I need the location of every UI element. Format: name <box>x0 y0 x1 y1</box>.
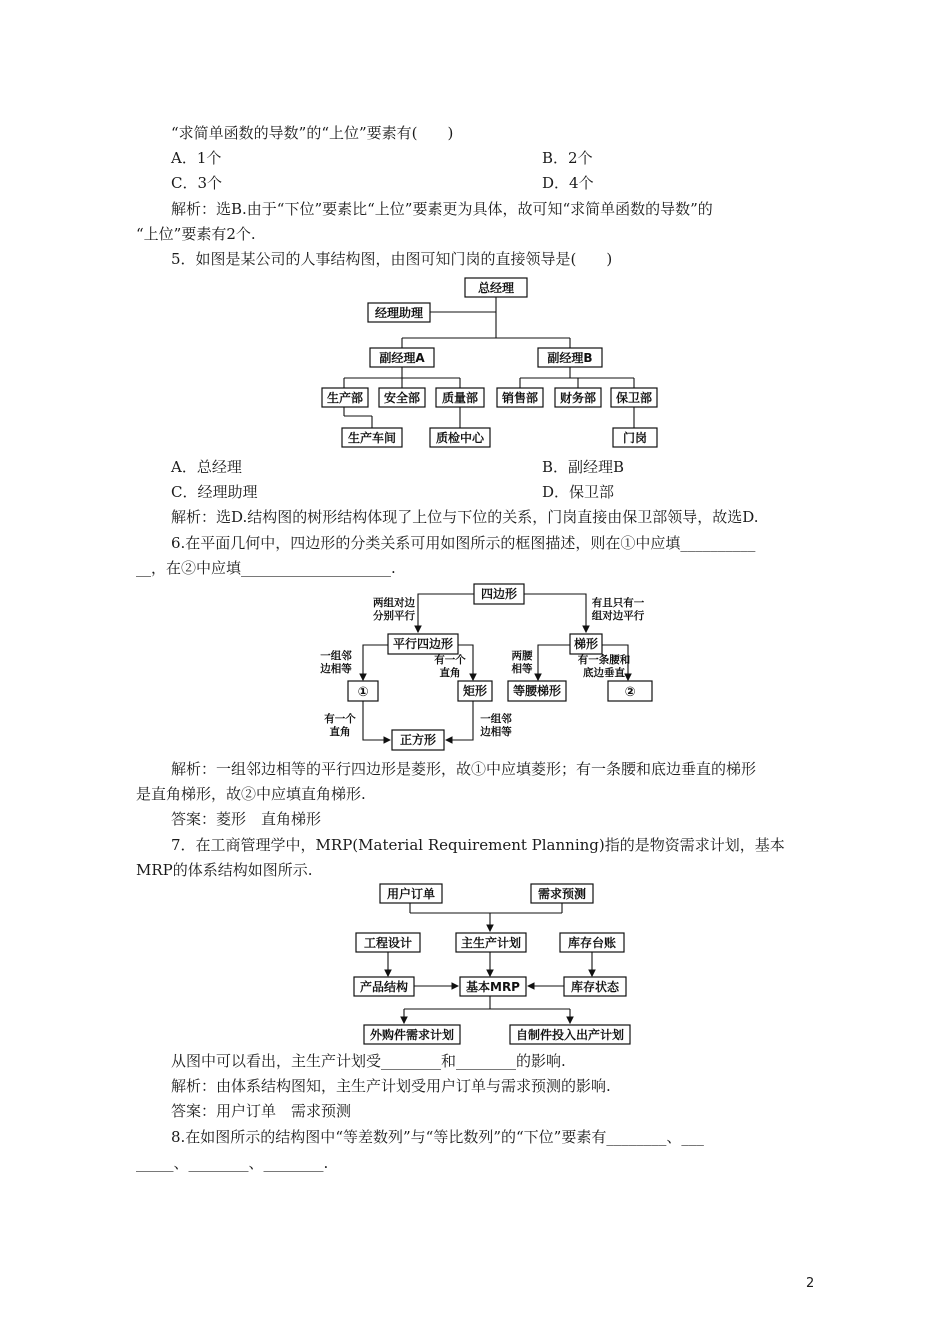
mrp-box-status <box>564 977 626 996</box>
org-sub-label: 生产车间 <box>347 431 397 445</box>
mrp-status-label: 库存状态 <box>570 980 620 994</box>
q4-option-c: C．3个 <box>171 174 223 192</box>
org-box-dept-6 <box>611 388 657 407</box>
blank-1-box <box>348 681 378 701</box>
edge-label: 直角 <box>439 667 461 679</box>
edge-label: 有一条腰和 <box>577 654 631 666</box>
square-box <box>392 730 444 750</box>
square-label: 正方形 <box>399 733 437 747</box>
org-dept-label: 保卫部 <box>615 391 653 405</box>
q8-stem-line1: 8.在如图所示的结构图中“等差数列”与“等比数列”的“下位”要素有________、___ <box>171 1128 704 1146</box>
edge-label: 有且只有一 <box>591 597 645 609</box>
mrp-box-order <box>380 884 442 903</box>
q5-option-a: A．总经理 <box>171 458 242 476</box>
org-deputy-b-label: 副经理B <box>547 351 593 365</box>
q7-stem-line1: 7．在工商管理学中，MRP(Material Requirement Planning)指的是物资需求计划，基本 <box>171 836 785 854</box>
mrp-product-label: 产品结构 <box>359 980 409 994</box>
mrp-purchase-label: 外购件需求计划 <box>369 1028 455 1042</box>
q6-stem-line1: 6.在平面几何中，四边形的分类关系可用如图所示的框图描述，则在①中应填__________ <box>171 534 756 552</box>
q4-option-a: A．1个 <box>171 149 222 167</box>
page-number: 2 <box>806 1276 815 1291</box>
org-deputy-a-label: 副经理A <box>379 351 425 365</box>
quad-box <box>474 584 524 604</box>
q5-option-d: D．保卫部 <box>542 483 615 501</box>
edge-label: 边相等 <box>480 726 512 738</box>
q5-option-b: B．副经理B <box>542 458 625 476</box>
q7-answer: 答案：用户订单 需求预测 <box>171 1102 352 1120</box>
q6-answer: 答案：菱形 直角梯形 <box>171 810 322 828</box>
trap-box <box>570 634 602 654</box>
org-box-dept-1 <box>322 388 368 407</box>
rect-box <box>458 681 492 701</box>
q6-analysis-line1: 解析：一组邻边相等的平行四边形是菱形，故①中应填菱形；有一条腰和底边垂直的梯形 <box>171 760 757 778</box>
org-assistant-label: 经理助理 <box>374 306 424 320</box>
edge-label: 有一个 <box>324 713 356 725</box>
mrp-box-product <box>354 977 414 996</box>
mrp-box-eng <box>356 933 420 952</box>
edge-label: 底边垂直 <box>583 667 625 679</box>
edge-label: 分别平行 <box>373 610 415 622</box>
q8-stem-line2: _____、________、________. <box>136 1154 329 1172</box>
q7-stem-line2: MRP的体系结构如图所示. <box>136 861 313 879</box>
mrp-self-label: 自制件投入出产计划 <box>515 1028 625 1042</box>
org-box-sub-3 <box>613 428 657 447</box>
org-sub-label: 门岗 <box>622 431 648 445</box>
mrp-box-basic <box>460 977 526 996</box>
edge-label: 两组对边 <box>373 597 415 609</box>
mrp-box-ledger <box>560 933 624 952</box>
mrp-eng-label: 工程设计 <box>363 936 413 950</box>
q6-quadrilateral-diagram <box>318 580 678 755</box>
mrp-forecast-label: 需求预测 <box>537 887 587 901</box>
mrp-master-label: 主生产计划 <box>460 936 522 950</box>
org-dept-label: 安全部 <box>383 391 421 405</box>
q4-stem: “求简单函数的导数”的“上位”要素有( ) <box>171 124 454 142</box>
mrp-box-purchase <box>364 1025 460 1044</box>
org-box-dept-3 <box>436 388 484 407</box>
q6-analysis-line2: 是直角梯形，故②中应填直角梯形. <box>136 785 366 803</box>
q5-org-chart <box>310 272 670 452</box>
org-box-dept-2 <box>379 388 425 407</box>
q4-option-b: B．2个 <box>542 149 593 167</box>
org-box-assistant <box>368 303 430 322</box>
org-box-top <box>465 278 527 297</box>
q6-stem-line2: __，在②中应填____________________. <box>136 559 396 577</box>
q4-analysis-line1: 解析：选B.由于“下位”要素比“上位”要素更为具体，故可知“求简单函数的导数”的 <box>171 200 713 218</box>
trap-label: 梯形 <box>573 637 599 651</box>
q5-analysis: 解析：选D.结构图的树形结构体现了上位与下位的关系，门岗直接由保卫部领导，故选D. <box>171 508 759 526</box>
q5-stem: 5．如图是某公司的人事结构图，由图可知门岗的直接领导是( ) <box>171 250 613 268</box>
edge-label: 直角 <box>329 726 351 738</box>
blank-2-label: ② <box>624 685 636 700</box>
org-box-dept-5 <box>555 388 601 407</box>
mrp-basic-label: 基本MRP <box>466 980 520 994</box>
mrp-ledger-label: 库存台账 <box>567 936 617 950</box>
edge-label: 一组邻 <box>320 650 352 662</box>
rect-label: 矩形 <box>462 684 488 698</box>
mrp-box-forecast <box>531 884 593 903</box>
quad-label: 四边形 <box>480 587 518 601</box>
q4-option-d: D．4个 <box>542 174 594 192</box>
org-box-deputy-a <box>370 348 434 367</box>
mrp-box-self <box>510 1025 630 1044</box>
org-box-deputy-b <box>538 348 602 367</box>
org-dept-label: 生产部 <box>326 391 364 405</box>
edge-label: 有一个 <box>434 654 466 666</box>
para-box <box>388 634 458 654</box>
org-box-dept-4 <box>497 388 543 407</box>
q7-mrp-diagram <box>352 881 642 1047</box>
org-box-sub-2 <box>430 428 490 447</box>
org-dept-label: 销售部 <box>501 391 539 405</box>
mrp-box-master <box>456 933 526 952</box>
edge-label: 一组邻 <box>480 713 512 725</box>
blank-1-label: ① <box>357 685 369 700</box>
iso-trap-box <box>508 681 566 701</box>
iso-trap-label: 等腰梯形 <box>512 684 562 698</box>
para-label: 平行四边形 <box>392 637 454 651</box>
org-top-label: 总经理 <box>477 281 515 295</box>
edge-label: 组对边平行 <box>591 610 645 622</box>
edge-label: 相等 <box>511 663 533 675</box>
mrp-order-label: 用户订单 <box>386 887 436 901</box>
edge-label: 两腰 <box>511 650 533 662</box>
org-dept-label: 财务部 <box>559 391 597 405</box>
org-box-sub-1 <box>342 428 402 447</box>
org-sub-label: 质检中心 <box>435 431 485 445</box>
q5-option-c: C．经理助理 <box>171 483 258 501</box>
q7-analysis: 解析：由体系结构图知，主生产计划受用户订单与需求预测的影响. <box>171 1077 611 1095</box>
q7-fill-blank: 从图中可以看出，主生产计划受________和________的影响. <box>171 1052 566 1070</box>
org-dept-label: 质量部 <box>441 391 479 405</box>
edge-label: 边相等 <box>320 663 352 675</box>
q4-analysis-line2: “上位”要素有2个. <box>136 225 256 243</box>
blank-2-box <box>608 681 652 701</box>
